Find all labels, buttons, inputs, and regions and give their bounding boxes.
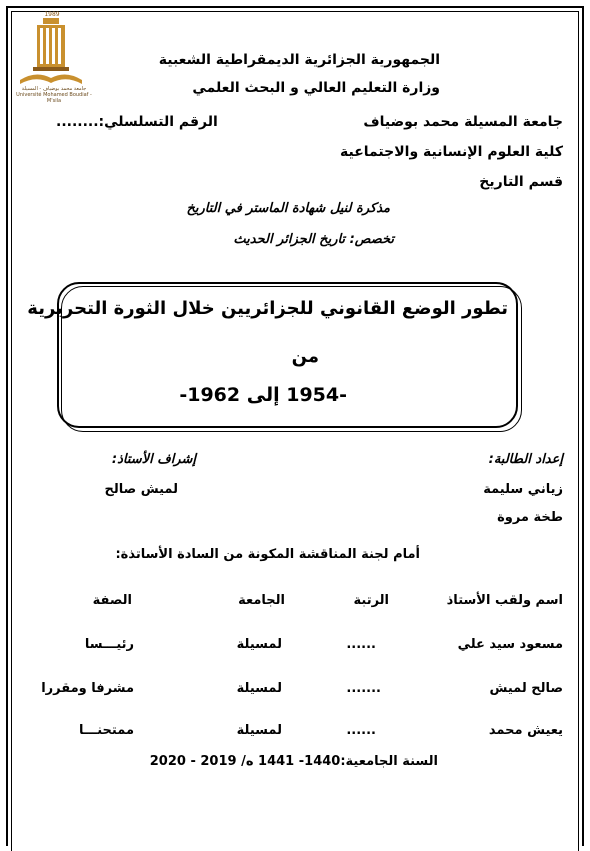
thesis-type: مذكرة لنيل شهادة الماستر في التاريخ xyxy=(186,201,390,216)
member-role: رئيـــسا xyxy=(84,637,134,652)
thesis-title: تطور الوضع القانوني للجزائريين خلال الثورة التحريرية xyxy=(27,298,508,319)
supervisor-name: لميش صالح xyxy=(104,482,178,497)
column-header-role: الصفة xyxy=(92,593,132,608)
member-rank: ....... xyxy=(346,681,381,696)
logo-name-ar: جامعة محمد بوضياف - المسيلة xyxy=(21,86,87,92)
column-header-rank: الرتبة xyxy=(353,593,389,608)
member-name: يعيش محمد xyxy=(488,723,563,738)
member-role: ممتحنـــا xyxy=(79,723,134,738)
logo-name-fr: Université Mohamed Boudiaf - M'sila xyxy=(16,92,92,104)
committee-heading: أمام لجنة المناقشة المكونة من السادة الأساتذة: xyxy=(115,547,420,562)
member-role: مشرفا ومقررا xyxy=(41,681,134,696)
title-dates: -1954 إلى 1962- xyxy=(179,384,347,406)
department-line: قسم التاريخ xyxy=(479,174,563,190)
column-header-name: اسم ولقب الأستاذ xyxy=(446,593,563,608)
logo-year: 1989 xyxy=(44,11,60,18)
faculty-line: كلية العلوم الإنسانية والاجتماعية xyxy=(340,144,563,160)
member-rank: ...... xyxy=(346,723,376,738)
supervisor-label: إشراف الأستاذ: xyxy=(111,452,196,467)
university-line: جامعة المسيلة محمد بوضياف xyxy=(363,114,563,130)
specialty-line: تخصص: تاريخ الجزائر الحديث xyxy=(233,232,394,247)
academic-year: السنة الجامعية:1440- 1441 ه/ 2019 - 2020 xyxy=(149,754,438,769)
republic-line: الجمهورية الجزائرية الديمقراطية الشعبية xyxy=(158,52,440,68)
member-rank: ...... xyxy=(346,637,376,652)
member-university: لمسيلة xyxy=(236,681,282,696)
student-name-2: طخة مروة xyxy=(497,510,563,525)
ministry-line: وزارة التعليم العالي و البحث العلمي xyxy=(192,80,440,96)
member-name: مسعود سيد علي xyxy=(457,637,563,652)
member-university: لمسيلة xyxy=(236,723,282,738)
member-university: لمسيلة xyxy=(236,637,282,652)
logo-caption xyxy=(15,86,93,104)
serial-number: الرقم التسلسلي:........ xyxy=(56,114,218,130)
column-header-university: الجامعة xyxy=(238,593,285,608)
member-name: صالح لميش xyxy=(489,681,563,696)
title-from: من xyxy=(291,346,319,367)
students-label: إعداد الطالبة: xyxy=(488,452,563,467)
student-name-1: زياني سليمة xyxy=(483,482,563,497)
